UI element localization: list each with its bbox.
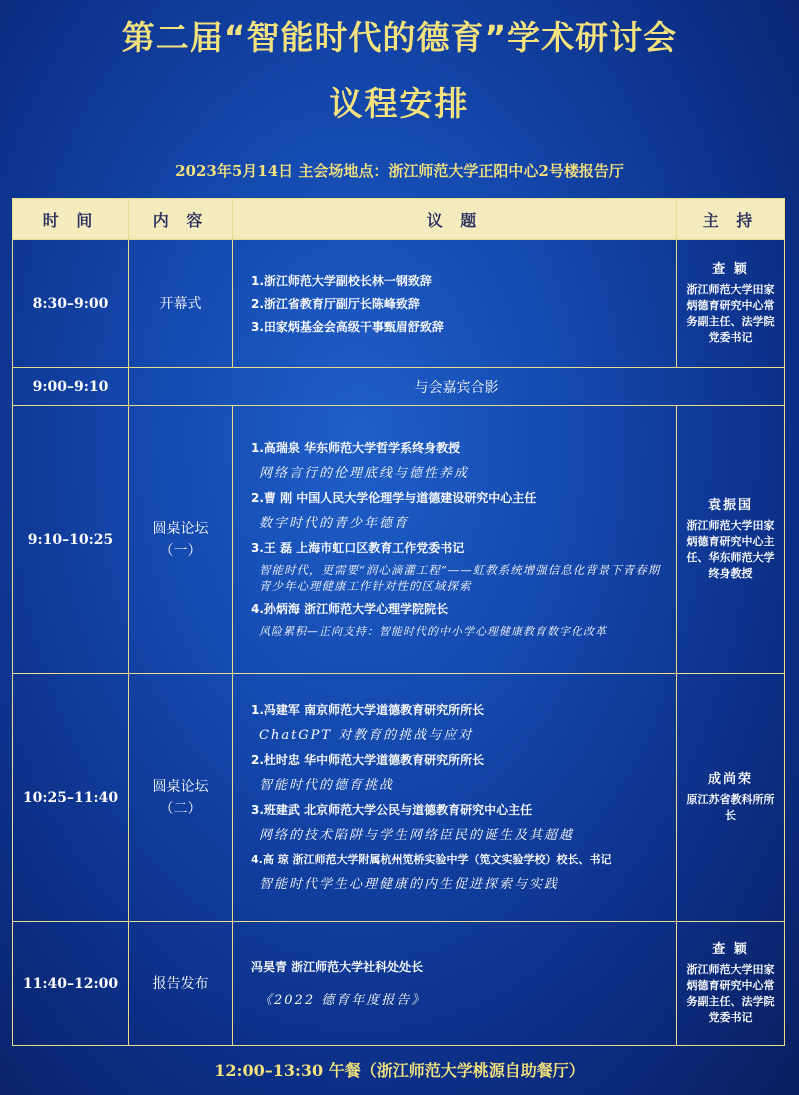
speech-line: 2.浙江省教育厅副厅长陈峰致辞 [251, 297, 420, 311]
row-topic [233, 240, 677, 368]
row-time: 11:40–12:00 [13, 922, 129, 1046]
row-content [129, 674, 233, 922]
row-time: 9:00–9:10 [13, 368, 129, 406]
header-time: 时 间 [13, 199, 129, 240]
header-content: 内 容 [129, 199, 233, 240]
row-topic [233, 406, 677, 674]
table-row-photo [13, 368, 785, 406]
table-row-forum-1 [13, 406, 785, 674]
host-name: 成尚荣 [707, 771, 753, 787]
host-name: 袁振国 [707, 497, 753, 513]
page-subtitle-agenda: 议程安排 [329, 84, 470, 123]
speaker: 冯昊青 浙江师范大学社科处处长 [251, 959, 424, 974]
row-content: 与会嘉宾合影 [129, 368, 785, 406]
talk-title: 智能时代的德育挑战 [259, 778, 395, 793]
row-host [677, 922, 785, 1046]
talk-title: 智能时代，更需要“润心滴灌工程”——虹教系统增强信息化背景下青春期青少年心理健康工作针对性的区域探索 [259, 562, 661, 593]
content-line: （一） [159, 542, 202, 559]
speaker: 4.高 琼 浙江师范大学附属杭州笕桥实验中学（笕文实验学校）校长、书记 [251, 853, 612, 866]
host-name: 查 颖 [712, 941, 749, 957]
row-time: 9:10–10:25 [13, 406, 129, 674]
speech-line: 3.田家炳基金会高级干事甄眉舒致辞 [251, 320, 444, 334]
speech-line: 1.浙江师范大学副校长林一钢致辞 [251, 274, 432, 288]
content-line: 圆桌论坛 [152, 778, 209, 795]
content-line: 圆桌论坛 [152, 520, 209, 537]
row-time: 8:30–9:00 [13, 240, 129, 368]
row-content: 报告发布 [129, 922, 233, 1046]
talk-title: 智能时代学生心理健康的内生促进探索与实践 [259, 877, 560, 892]
date-venue: 2023年5月14日 主会场地点：浙江师范大学正阳中心2号楼报告厅 [175, 162, 624, 180]
speaker: 1.冯建军 南京师范大学道德教育研究所所长 [251, 703, 485, 717]
header-topic: 议 题 [233, 199, 677, 240]
speaker: 3.班建武 北京师范大学公民与道德教育研究中心主任 [251, 803, 533, 817]
speaker: 4.孙炳海 浙江师范大学心理学院院长 [251, 601, 449, 616]
table-header-row [13, 199, 785, 240]
table-row-forum-2 [13, 674, 785, 922]
row-topic [233, 674, 677, 922]
talk-title: 网络言行的伦理底线与德性养成 [259, 465, 470, 481]
schedule-table [12, 198, 785, 1046]
content-line: （二） [159, 800, 202, 817]
talk-title: 《2022 德育年度报告》 [259, 992, 427, 1008]
page-title: 第二届“智能时代的德育”学术研讨会 [121, 18, 678, 57]
row-host [677, 240, 785, 368]
lunch-note: 12:00–13:30 午餐（浙江师范大学桃源自助餐厅） [214, 1061, 585, 1080]
host-title: 浙江师范大学田家炳德育研究中心常务副主任、法学院党委书记 [686, 282, 775, 344]
host-name: 查 颖 [712, 261, 749, 277]
talk-title: 数字时代的青少年德育 [259, 515, 410, 531]
talk-title: ChatGPT 对教育的挑战与应对 [259, 728, 474, 743]
speaker: 2.曹 刚 中国人民大学伦理学与道德建设研究中心主任 [251, 490, 537, 505]
row-host [677, 674, 785, 922]
host-title: 原江苏省教科所所长 [686, 792, 775, 822]
row-host [677, 406, 785, 674]
talk-title: 网络的技术陷阱与学生网络臣民的诞生及其超越 [259, 828, 575, 843]
talk-title: 风险累积—正向支持：智能时代的中小学心理健康教育数字化改革 [259, 624, 607, 638]
speaker: 3.王 磊 上海市虹口区教育工作党委书记 [251, 540, 465, 555]
row-time: 10:25–11:40 [13, 674, 129, 922]
host-title: 浙江师范大学田家炳德育研究中心主任、华东师范大学终身教授 [686, 518, 775, 580]
host-title: 浙江师范大学田家炳德育研究中心常务副主任、法学院党委书记 [686, 962, 775, 1024]
row-topic [233, 922, 677, 1046]
table-row-opening [13, 240, 785, 368]
speaker: 2.杜时忠 华中师范大学道德教育研究所所长 [251, 753, 485, 767]
table-row-report [13, 922, 785, 1046]
row-content [129, 406, 233, 674]
row-content: 开幕式 [129, 240, 233, 368]
speaker: 1.高瑞泉 华东师范大学哲学系终身教授 [251, 440, 461, 455]
header-host: 主 持 [677, 199, 785, 240]
